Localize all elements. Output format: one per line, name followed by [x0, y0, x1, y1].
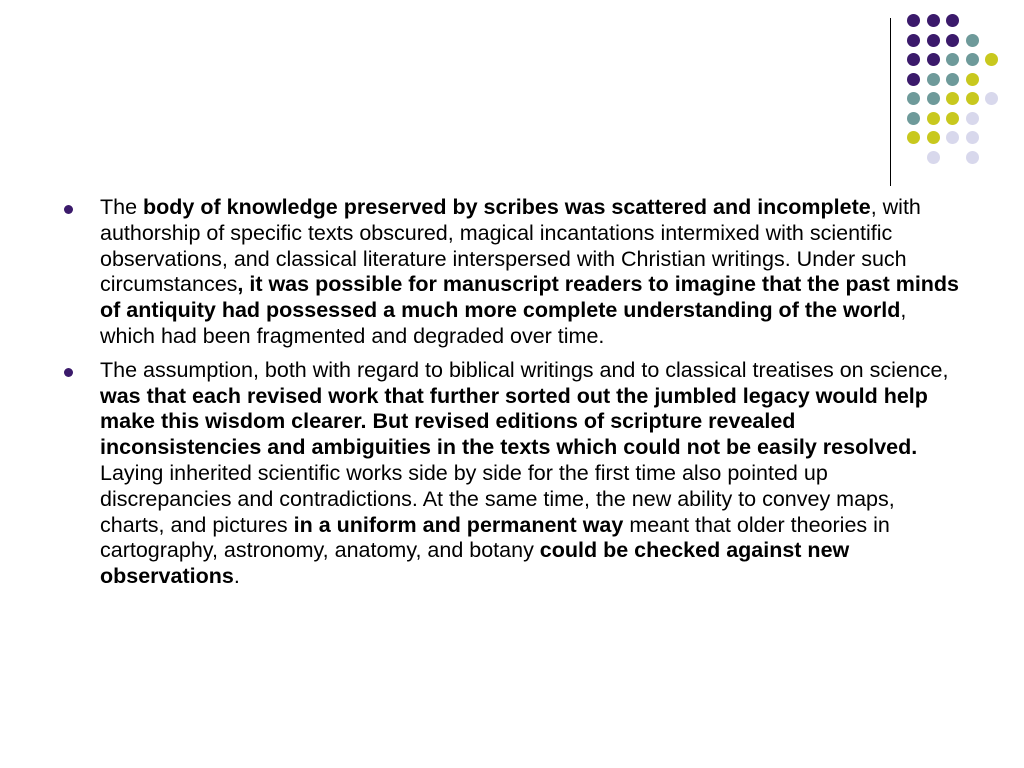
bullet-segment: The assumption, both with regard to biblical writings and to classical treatises on science, — [100, 357, 949, 382]
decorative-dot — [985, 53, 998, 66]
bullet-segment: . — [233, 564, 240, 589]
bullet-paragraph — [100, 358, 960, 590]
decorative-dot — [946, 34, 959, 47]
decorative-dot — [927, 151, 940, 164]
bullet-segment: The — [100, 195, 144, 219]
decorative-dot — [907, 112, 920, 125]
decorative-dot — [927, 14, 940, 27]
vertical-divider — [890, 18, 891, 186]
decorative-dot — [907, 92, 920, 105]
decorative-dot — [946, 53, 959, 66]
decorative-dot — [927, 92, 940, 105]
decorative-dot-grid — [907, 14, 1007, 164]
bullet-segment: , which had been fragmented and degraded over time. — [100, 298, 907, 348]
bullet-paragraph — [100, 195, 960, 350]
decorative-dot — [907, 53, 920, 66]
decorative-dot — [966, 131, 979, 144]
decorative-dot — [946, 14, 959, 27]
bullet-list — [60, 195, 960, 590]
decorative-dot — [985, 92, 998, 105]
bullet-item — [60, 195, 960, 350]
decorative-dot — [946, 92, 959, 105]
bullet-segment-bold: was that each revised work that further sorted out the jumbled legacy would help make this wisdom clearer. But revised editions of scripture revealed inconsistencies and ambiguities in the texts which could not be easily resolved. — [100, 383, 928, 460]
bullet-dot-icon — [64, 205, 73, 214]
decorative-dot — [966, 73, 979, 86]
bullet-segment-bold: could be checked against new observations — [100, 538, 850, 589]
decorative-dot — [946, 131, 959, 144]
decorative-dot — [907, 14, 920, 27]
decorative-dot — [907, 131, 920, 144]
decorative-dot — [966, 34, 979, 47]
decorative-dot — [927, 112, 940, 125]
slide-content — [60, 195, 960, 598]
decorative-dot — [946, 112, 959, 125]
decorative-dot — [946, 73, 959, 86]
decorative-dot — [927, 73, 940, 86]
decorative-dot — [966, 151, 979, 164]
decorative-dot — [907, 73, 920, 86]
bullet-item — [60, 358, 960, 590]
bullet-segment: Laying inherited scientific works side by side for the first time also pointed up discrepancies and contradictions. At the same time, the new ability to convey maps, charts, and pictures — [100, 460, 895, 537]
decorative-dot — [907, 34, 920, 47]
bullet-segment: , with authorship of specific texts obscured, magical incantations intermixed with scientific observations, and classical literature interspersed with Christian writings. Under such circumstances — [100, 195, 921, 297]
decorative-dot — [927, 34, 940, 47]
bullet-segment-bold: body of knowledge preserved by scribes was scattered and incomplete — [143, 195, 871, 219]
decorative-dot — [966, 112, 979, 125]
bullet-segment-bold: , it was possible for manuscript readers to imagine that the past minds of antiquity had possessed a much more complete understanding of the world — [100, 272, 960, 323]
decorative-dot — [966, 92, 979, 105]
bullet-dot-icon — [64, 368, 73, 377]
decorative-dot — [966, 53, 979, 66]
bullet-segment: meant that older theories in cartography, astronomy, anatomy, and botany — [100, 512, 890, 563]
decorative-dot — [927, 53, 940, 66]
bullet-segment-bold: in a uniform and permanent way — [293, 512, 624, 537]
decorative-dot — [927, 131, 940, 144]
